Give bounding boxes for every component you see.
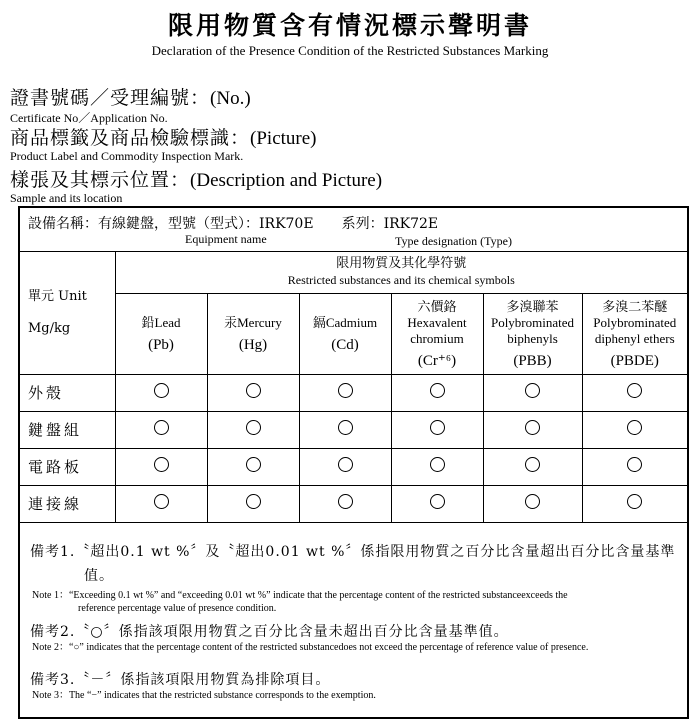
circle-mark-icon (154, 457, 169, 472)
equipment-line: 設備名稱：有線鍵盤，型號（型式）：IRK70E 系列：IRK72E (28, 216, 439, 232)
mark-cell (207, 374, 299, 411)
substance-mercury (207, 293, 299, 374)
table-row (20, 485, 687, 522)
substance-symbol: (PBB) (513, 352, 552, 369)
circle-mark-icon (627, 420, 642, 435)
certificate-value: (No.) (210, 88, 251, 109)
mark-cell (483, 374, 582, 411)
circle-mark-icon (338, 383, 353, 398)
circle-mark-icon (525, 420, 540, 435)
sample-label-en: Sample and its location (10, 191, 123, 205)
mark-cell (483, 485, 582, 522)
mark-cell (115, 448, 207, 485)
mark-cell (299, 485, 391, 522)
mark-cell (391, 374, 483, 411)
note-1-en-cont: reference percentage value of presence condition. (78, 603, 277, 614)
substance-name: 鉛Lead (141, 314, 181, 330)
circle-mark-icon (430, 494, 445, 509)
certificate-label-en: Certificate No／Application No. (10, 111, 168, 125)
circle-mark-icon (627, 494, 642, 509)
mark-cell (115, 374, 207, 411)
circle-mark-icon (525, 383, 540, 398)
substance-symbol: (PBDE) (610, 352, 659, 369)
substance-name: 汞Mercury (224, 314, 282, 330)
circle-mark-icon (430, 420, 445, 435)
certificate-field (10, 83, 251, 126)
mark-cell (207, 485, 299, 522)
declaration-table-box (18, 206, 689, 719)
mark-cell (582, 485, 687, 522)
circle-mark-icon (525, 494, 540, 509)
circle-mark-icon (246, 494, 261, 509)
mark-cell (115, 411, 207, 448)
row-label: 電路板 (20, 448, 115, 485)
sample-field (10, 165, 382, 206)
product-label-field (10, 123, 317, 164)
circle-mark-icon (430, 383, 445, 398)
note-2-zh: 備考2.〝○〞係指該項限用物質之百分比含量未超出百分比含量基準值。 (30, 624, 509, 640)
substance-name: 多溴二苯醚 Polybrominated diphenyl ethers (593, 298, 677, 346)
substance-name: 多溴聯苯 Polybrominated biphenyls (490, 298, 575, 346)
mark-cell (115, 485, 207, 522)
circle-mark-icon (525, 457, 540, 472)
substance-symbol: (Cr⁺⁶) (417, 352, 457, 369)
equipment-row (20, 208, 687, 252)
mark-cell (582, 411, 687, 448)
substance-chromium (391, 293, 483, 374)
substance-name: 六價鉻 Hexavalent chromium (407, 298, 467, 346)
substance-table (20, 251, 687, 523)
note-3-en: Note 3：The “−” indicates that the restricted substance corresponds to the exemption. (32, 690, 376, 701)
circle-mark-icon (338, 494, 353, 509)
circle-mark-icon (627, 383, 642, 398)
circle-mark-icon (246, 420, 261, 435)
sample-value: (Description and Picture) (190, 170, 383, 191)
mark-cell (483, 411, 582, 448)
table-row (20, 411, 687, 448)
product-label-label-en: Product Label and Commodity Inspection Mark. (10, 149, 244, 163)
equipment-name-en: Equipment name (185, 232, 267, 246)
table-row (20, 448, 687, 485)
note-1-zh: 備考1.〝超出0.1 wt %〞及〝超出0.01 wt %〞係指限用物質之百分比含量超出百分比含量基準 (30, 544, 676, 560)
document-subtitle: Declaration of the Presence Condition of the Restricted Substances Marking (151, 43, 549, 58)
mark-cell (299, 374, 391, 411)
mark-cell (299, 448, 391, 485)
row-label: 外殼 (20, 374, 115, 411)
mark-cell (299, 411, 391, 448)
circle-mark-icon (430, 457, 445, 472)
note-3-zh: 備考3.〝－〞係指該項限用物質為排除項目。 (30, 672, 331, 688)
note-1-zh-cont: 值。 (84, 568, 114, 584)
mark-cell (483, 448, 582, 485)
substance-name: 鎘Cadmium (312, 314, 378, 330)
table-row (20, 374, 687, 411)
mark-cell (207, 448, 299, 485)
restricted-header-en: Restricted substances and its chemical symbols (287, 272, 515, 287)
note-2-en: Note 2：“○” indicates that the percentage content of the restricted substancedoes not exceed the percentage of reference value of presence. (32, 642, 589, 653)
type-designation-en: Type designation (Type) (395, 234, 512, 248)
circle-mark-icon (627, 457, 642, 472)
restricted-header-zh: 限用物質及其化學符號 (336, 255, 467, 271)
mark-cell (391, 448, 483, 485)
circle-mark-icon (154, 494, 169, 509)
circle-mark-icon (246, 383, 261, 398)
unit-header (20, 251, 115, 374)
substance-symbol: (Cd) (331, 336, 359, 353)
circle-mark-icon (154, 420, 169, 435)
mark-cell (391, 485, 483, 522)
row-label: 連接線 (20, 485, 115, 522)
product-label-value: (Picture) (250, 128, 317, 149)
substance-cadmium (299, 293, 391, 374)
document-title: 限用物質含有情況標示聲明書 (167, 11, 532, 40)
restricted-header (115, 251, 687, 293)
row-label: 鍵盤組 (20, 411, 115, 448)
substance-pbde (582, 293, 687, 374)
circle-mark-icon (338, 420, 353, 435)
substance-lead (115, 293, 207, 374)
note-1-en: Note 1：“Exceeding 0.1 wt %” and “exceeding 0.01 wt %” indicate that the percentage content of the restricted substanceexceeds the (32, 590, 568, 601)
mark-cell (207, 411, 299, 448)
mark-cell (582, 374, 687, 411)
substance-symbol: (Hg) (238, 336, 268, 353)
certificate-label: 證書號碼／受理編號： (10, 87, 211, 109)
mark-cell (391, 411, 483, 448)
mark-cell (582, 448, 687, 485)
sample-label: 樣張及其標示位置： (10, 169, 191, 191)
substance-pbb (483, 293, 582, 374)
circle-mark-icon (246, 457, 261, 472)
substance-symbol: (Pb) (148, 336, 174, 353)
unit-label: 單元 Unit (28, 289, 87, 304)
circle-mark-icon (338, 457, 353, 472)
unit-measure: Mg/kg (28, 321, 71, 336)
product-label-label: 商品標籤及商品檢驗標識： (10, 127, 251, 149)
circle-mark-icon (154, 383, 169, 398)
